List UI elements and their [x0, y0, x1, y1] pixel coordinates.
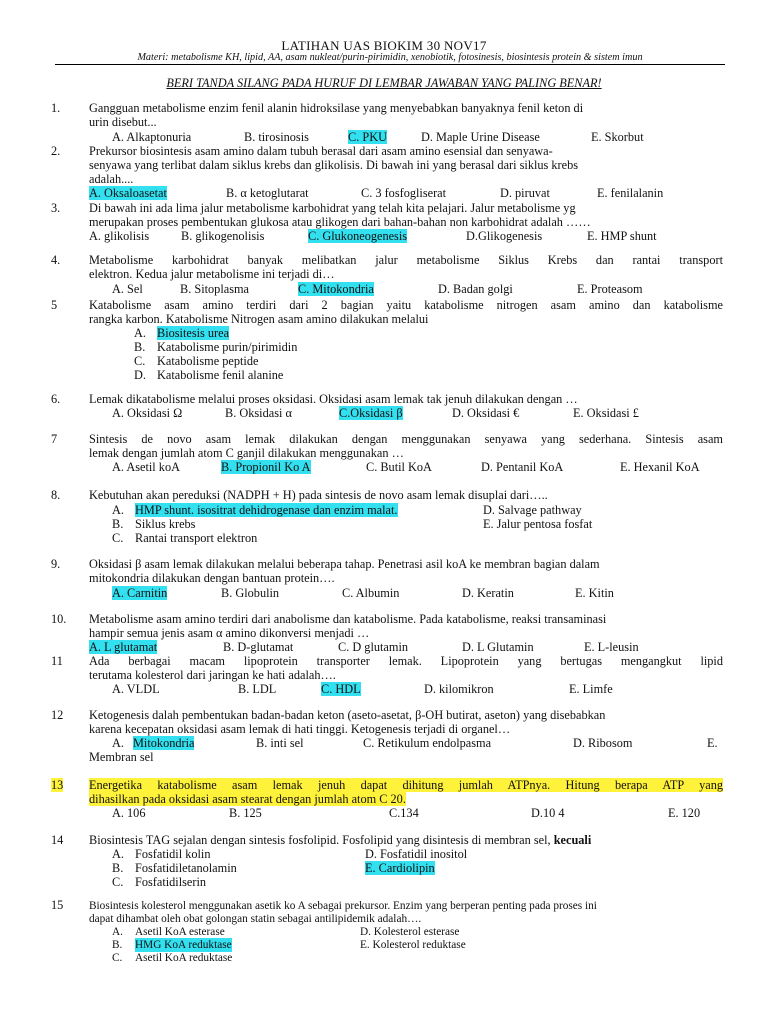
question-text: lemak dengan jumlah atom C ganjil dilakukan menggunakan … [89, 446, 404, 460]
option-c: Rantai transport elektron [135, 531, 258, 545]
option-a: A. glikolisis [89, 229, 150, 243]
option-e: Membran sel [89, 750, 154, 764]
question-text: terutama kolesterol dari jaringan ke hati adalah…. [89, 668, 336, 682]
option-b: B. Sitoplasma [180, 282, 250, 296]
option-c-answer: C. Mitokondria [298, 282, 374, 296]
question-text: mitokondria dilakukan dengan bantuan protein…. [89, 571, 335, 585]
option-d: D. Badan golgi [438, 282, 513, 296]
question-text [89, 778, 723, 792]
option-b: B. LDL [238, 682, 277, 696]
option-a: A. Alkaptonuria [112, 130, 192, 144]
question-text: adalah.... [89, 172, 134, 186]
option-a-answer: Mitokondria [133, 736, 195, 750]
question-text: Oksidasi β asam lemak dilakukan melalui beberapa tahap. Penetrasi asil koA ke membran bagian dalam [89, 557, 600, 571]
question-text [89, 833, 591, 847]
option-d: D. Kolesterol esterase [360, 926, 460, 938]
question-text: Ketogenesis dalah pembentukan badan-badan keton (aseto-asetat, β-OH butirat, aseton) yang disebabkan [89, 708, 606, 722]
option-letter: A. [112, 847, 124, 861]
question-number: 9. [51, 557, 61, 571]
question-text: Gangguan metabolisme enzim fenil alanin hidroksilase yang menyebabkan banyaknya fenil keton di [89, 101, 584, 115]
option-e: E. 120 [668, 806, 701, 820]
question-number: 1. [51, 101, 61, 115]
option-b: B. inti sel [256, 736, 304, 750]
option-a-answer: A. Carnitin [112, 586, 168, 600]
option-b: B. α ketoglutarat [226, 186, 309, 200]
option-d: D. Maple Urine Disease [421, 130, 540, 144]
option-d: D. Ribosom [573, 736, 633, 750]
question-text: karena kecepatan oksidasi asam lemak di hati tinggi. Ketogenesis terjadi di organel… [89, 722, 511, 736]
question-number: 11 [51, 654, 63, 668]
option-c-answer: C. Glukoneogenesis [308, 229, 408, 243]
option-d: D. piruvat [500, 186, 550, 200]
question-text: rangka karbon. Katabolisme Nitrogen asam amino dilakukan melalui [89, 312, 429, 326]
option-b: B. glikogenolisis [181, 229, 265, 243]
option-letter: A. [112, 926, 123, 938]
option-b: B. tirosinosis [244, 130, 309, 144]
option-letter: C. [134, 354, 146, 368]
instruction-text: BERI TANDA SILANG PADA HURUF DI LEMBAR JAWABAN YANG PALING BENAR! [166, 76, 602, 90]
option-b-answer: B. Propionil Ko A [221, 460, 311, 474]
option-a: A. Sel [112, 282, 143, 296]
option-letter: C. [112, 531, 124, 545]
option-letter: B. [134, 340, 146, 354]
question-number: 10. [51, 612, 67, 626]
option-c-answer: C. PKU [348, 130, 387, 144]
option-letter: A. [112, 503, 124, 517]
option-a: Fosfatidil kolin [135, 847, 211, 861]
option-e: E. Jalur pentosa fosfat [483, 517, 593, 531]
option-letter: A. [112, 736, 124, 750]
option-b: Katabolisme purin/pirimidin [157, 340, 298, 354]
question-text: Kebutuhan akan pereduksi (NADPH + H) pada sintesis de novo asam lemak disuplai dari….. [89, 488, 548, 502]
option-e: E. Proteasom [577, 282, 643, 296]
question-number: 3. [51, 201, 61, 215]
question-number: 6. [51, 392, 61, 406]
question-number: 13 [51, 778, 64, 792]
question-text: elektron. Kedua jalur metabolisme ini terjadi di… [89, 267, 335, 281]
option-letter: A. [134, 326, 146, 340]
option-c: Katabolisme peptide [157, 354, 259, 368]
option-e: E. Skorbut [591, 130, 644, 144]
option-a-answer: HMP shunt. isositrat dehidrogenase dan enzim malat. [135, 503, 398, 517]
question-text: dapat dihambat oleh obat golongan statin sebagai antilipidemik adalah…. [89, 913, 422, 925]
option-e: E. Kolesterol reduktase [360, 939, 466, 951]
question-number: 7 [51, 432, 58, 446]
page-subtitle: Materi: metabolisme KH, lipid, AA, asam nukleat/purin-pirimidin, xenobiotik, fotosinesis, biosintesis protein & sistem imun [137, 52, 643, 63]
question-number: 5 [51, 298, 58, 312]
option-d: D.Glikogenesis [466, 229, 543, 243]
option-d: D. Fosfatidil inositol [365, 847, 468, 861]
option-b: B. D-glutamat [223, 640, 294, 654]
question-text: Biosintesis kolesterol menggunakan asetik ko A sebagai prekursor. Enzim yang berperan penting pada proses ini [89, 900, 597, 912]
option-c-answer: C.Oksidasi β [339, 406, 403, 420]
question-number: 4. [51, 253, 61, 267]
option-e: E. L-leusin [584, 640, 639, 654]
option-a: A. VLDL [112, 682, 160, 696]
question-text: Di bawah ini ada lima jalur metabolisme karbohidrat yang telah kita pelajari. Jalur metabolisme yg [89, 201, 576, 215]
option-e: E. Kitin [575, 586, 614, 600]
option-d: D. Salvage pathway [483, 503, 582, 517]
question-text: Katabolisme asam amino terdiri dari 2 bagian yaitu katabolisme nitrogen asam amino dan katabolisme [89, 298, 723, 312]
question-text-main: Biosintesis TAG sejalan dengan sintesis fosfolipid. Fosfolipid yang disintesis di membran sel, [89, 833, 551, 847]
option-e: E. HMP shunt [587, 229, 657, 243]
question-text: dihasilkan pada oksidasi asam stearat dengan jumlah atom C 20. [89, 792, 406, 806]
question-number: 2. [51, 144, 61, 158]
question-text-emphasis: kecuali [553, 833, 592, 847]
option-b-answer: HMG KoA reduktase [135, 939, 232, 951]
option-c-answer: C. HDL [321, 682, 361, 696]
option-a: A. 106 [112, 806, 146, 820]
option-d: D. Pentanil KoA [481, 460, 564, 474]
question-text: Sintesis de novo asam lemak dilakukan dengan menggunakan senyawa yang sederhana. Sintesis asam [89, 432, 723, 446]
option-letter: C. [112, 952, 123, 964]
option-c: C. Albumin [342, 586, 400, 600]
option-letter: B. [112, 517, 124, 531]
option-c: Fosfatidilserin [135, 875, 207, 889]
option-d: D. kilomikron [424, 682, 494, 696]
question-number: 12 [51, 708, 64, 722]
question-text: urin disebut... [89, 115, 157, 129]
question-number: 14 [51, 833, 64, 847]
option-e: E. Oksidasi £ [573, 406, 639, 420]
question-number: 15 [51, 898, 64, 912]
option-b: B. 125 [229, 806, 262, 820]
option-c: C. Butil KoA [366, 460, 432, 474]
option-a-answer: Biositesis urea [157, 326, 230, 340]
option-b: B. Oksidasi α [225, 406, 292, 420]
question-number: 8. [51, 488, 61, 502]
option-d: D. Oksidasi € [452, 406, 520, 420]
option-d: D.10 4 [531, 806, 565, 820]
question-text: Lemak dikatabolisme melalui proses oksidasi. Oksidasi asam lemak tak jenuh dilakukan dengan … [89, 392, 578, 406]
page-title: LATIHAN UAS BIOKIM 30 NOV17 [281, 38, 487, 53]
question-text-highlighted: Energetika katabolisme asam lemak jenuh dapat dihitung jumlah ATPnya. Hitung berapa ATP yang [89, 778, 723, 792]
option-e: E. Limfe [569, 682, 613, 696]
option-d: Katabolisme fenil alanine [157, 368, 284, 382]
option-c: C. D glutamin [338, 640, 409, 654]
option-a-answer: A. L glutamat [89, 640, 158, 654]
option-e-answer: E. Cardiolipin [365, 861, 435, 875]
header-divider [55, 64, 725, 65]
option-c: C. 3 fosfogliserat [361, 186, 447, 200]
question-text: Ada berbagai macam lipoprotein transporter lemak. Lipoprotein yang bertugas mengangkut lipid [89, 654, 723, 668]
option-a-answer: A. Oksaloasetat [89, 186, 167, 200]
option-c: C. Retikulum endolpasma [363, 736, 492, 750]
option-letter: D. [134, 368, 146, 382]
option-letter: E. [707, 736, 718, 750]
option-b: Siklus krebs [135, 517, 196, 531]
option-d: D. L Glutamin [462, 640, 534, 654]
option-a: A. Oksidasi Ω [112, 406, 183, 420]
question-text: merupakan proses pembentukan glukosa atau glikogen dari bahan-bahan non karbohidrat adalah …… [89, 215, 591, 229]
option-c: C.134 [389, 806, 419, 820]
question-text: Prekursor biosintesis asam amino dalam tubuh berasal dari asam amino esensial dan senyawa- [89, 144, 553, 158]
option-a: A. Asetil koA [112, 460, 180, 474]
option-letter: B. [112, 939, 123, 951]
option-b: Fosfatidiletanolamin [135, 861, 237, 875]
question-text: Metabolisme asam amino terdiri dari anabolisme dan katabolisme. Pada katabolisme, reaksi transaminasi [89, 612, 607, 626]
option-d: D. Keratin [462, 586, 514, 600]
option-letter: C. [112, 875, 124, 889]
option-b: B. Globulin [221, 586, 280, 600]
option-c: Asetil KoA reduktase [135, 952, 233, 964]
option-e: E. fenilalanin [597, 186, 664, 200]
option-a: Asetil KoA esterase [135, 926, 225, 938]
question-text: hampir semua jenis asam α amino dikonversi menjadi … [89, 626, 370, 640]
question-text: senyawa yang terlibat dalam siklus krebs dan glikolisis. Di bawah ini yang berasal dari siklus krebs [89, 158, 579, 172]
option-letter: B. [112, 861, 124, 875]
question-text: Metabolisme karbohidrat banyak melibatkan jalur metabolisme Siklus Krebs dan rantai transport [89, 253, 723, 267]
option-e: E. Hexanil KoA [620, 460, 700, 474]
